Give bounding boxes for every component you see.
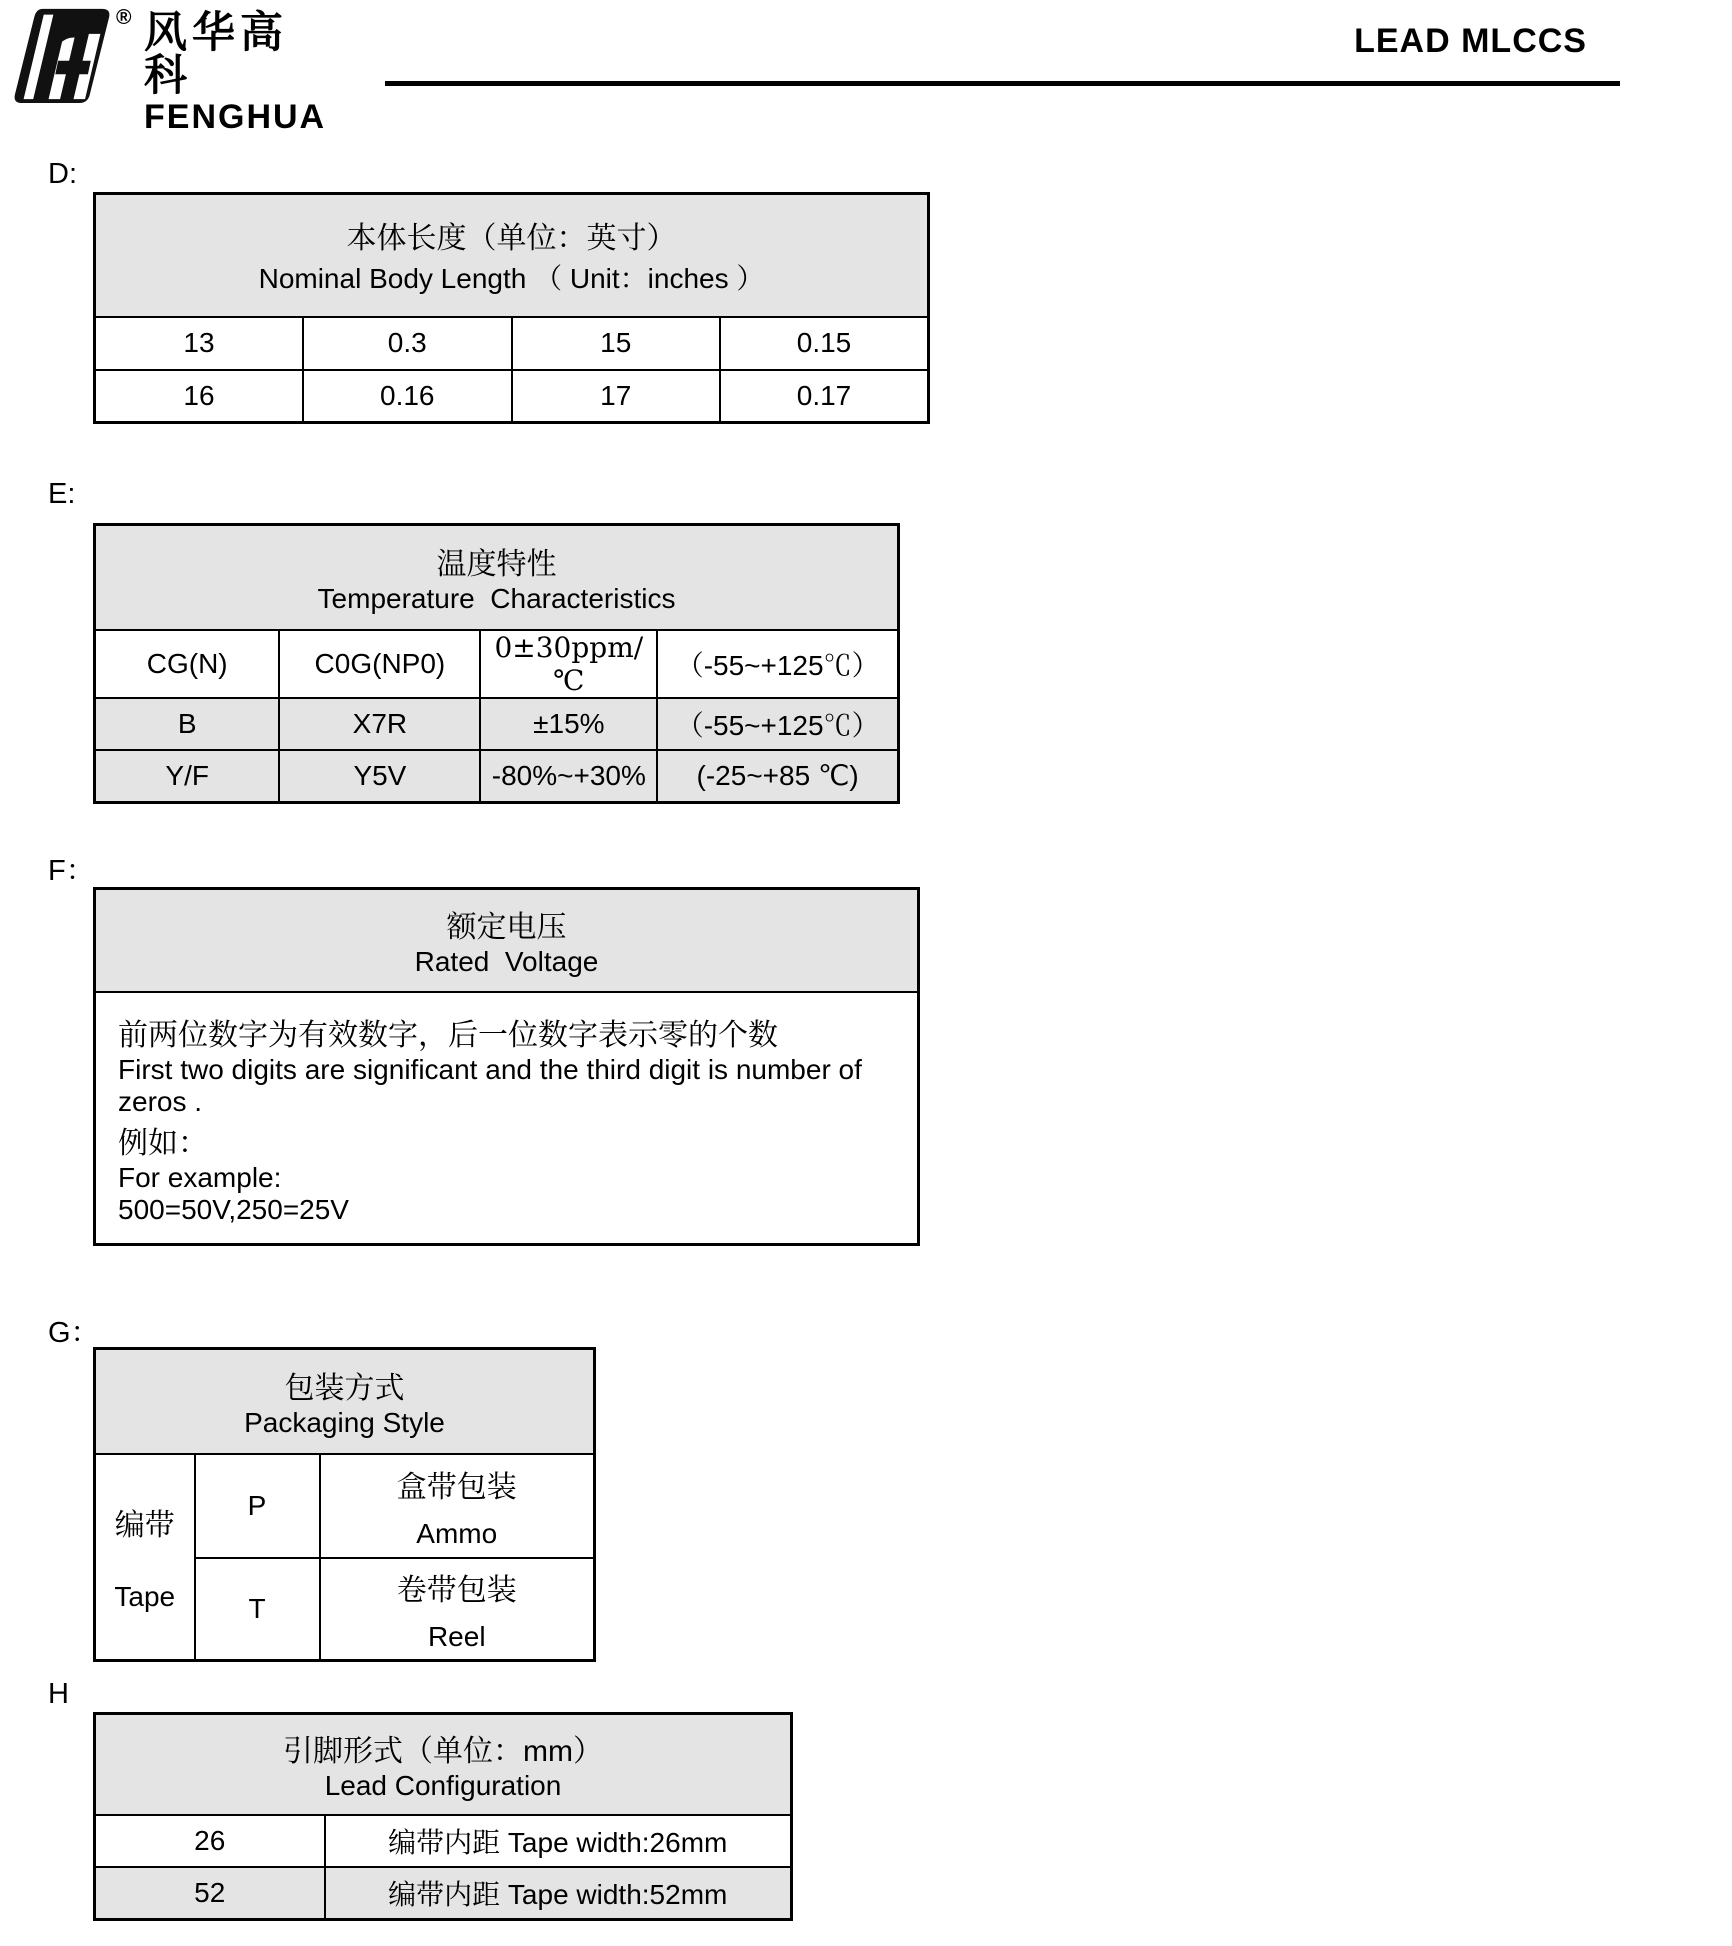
brand-text	[144, 9, 327, 136]
table-cell: (-25~+85 ℃)	[657, 750, 898, 803]
table-d-header	[95, 194, 929, 317]
page-title: LEAD MLCCS	[1354, 22, 1587, 60]
rated-voltage-note-cn: 前两位数字为有效数字，后一位数字表示零的个数	[118, 1018, 778, 1052]
table-row	[95, 1867, 792, 1920]
table-cell: 13	[95, 317, 304, 370]
table-cell: C0G(NP0)	[279, 630, 480, 698]
table-cell: 0.15	[720, 317, 929, 370]
fenghua-logo-icon	[14, 6, 110, 104]
table-cell: ±15%	[480, 698, 657, 750]
lead-desc-cell: 编带内距 Tape width:26mm	[325, 1815, 792, 1867]
table-f-title-en: Rated Voltage	[414, 946, 599, 978]
table-row	[95, 698, 899, 750]
rated-voltage-note-en: First two digits are significant and the third digit is number of zeros .	[118, 1053, 870, 1117]
table-cell: 0.16	[303, 370, 512, 423]
table-d-title-en: Nominal Body Length （ Unit：inches ）	[258, 263, 765, 295]
rated-voltage-example-label-en: For example:	[118, 1161, 282, 1193]
packaging-desc-en: Reel	[427, 1620, 486, 1652]
packaging-code-cell: T	[195, 1558, 320, 1661]
table-cell: X7R	[279, 698, 480, 750]
packaging-desc-cell	[320, 1558, 595, 1661]
table-g-title-cn: 包装方式	[284, 1372, 405, 1406]
packaging-desc-en: Ammo	[416, 1517, 498, 1549]
table-row	[95, 630, 899, 698]
table-row	[95, 370, 929, 423]
table-cell: （-55~+125℃）	[657, 698, 898, 750]
table-row	[95, 1454, 595, 1558]
section-label-h: H	[48, 1678, 69, 1710]
lead-code-cell: 26	[95, 1815, 325, 1867]
packaging-group-cell	[95, 1454, 195, 1661]
packaging-desc-cn: 卷带包装	[396, 1573, 517, 1607]
section-label-d: D:	[48, 158, 77, 190]
table-cell: Y5V	[279, 750, 480, 803]
table-cell: -80%~+30%	[480, 750, 657, 803]
table-cell: Y/F	[95, 750, 280, 803]
table-f-body	[95, 992, 919, 1245]
packaging-desc-cell	[320, 1454, 595, 1558]
table-cell: CG(N)	[95, 630, 280, 698]
table-cell: （-55~+125℃）	[657, 630, 898, 698]
rated-voltage-example-label-cn: 例如：	[118, 1126, 208, 1160]
table-f-title-cn: 额定电压	[446, 911, 567, 945]
packaging-code-cell: P	[195, 1454, 320, 1558]
table-g-header	[95, 1349, 595, 1454]
table-e-title-en: Temperature Characteristics	[317, 583, 676, 615]
rated-voltage-example-values: 500=50V,250=25V	[118, 1193, 349, 1225]
table-h-title-en: Lead Configuration	[324, 1770, 562, 1802]
table-body-length	[93, 192, 930, 424]
table-h-title-cn: 引脚形式（单位：mm）	[283, 1735, 603, 1769]
table-row	[95, 1815, 792, 1867]
table-packaging-style	[93, 1347, 596, 1662]
table-rated-voltage	[93, 887, 920, 1246]
table-row	[95, 750, 899, 803]
header-divider	[385, 81, 1620, 86]
table-temperature-characteristics	[93, 523, 900, 804]
table-g-title-en: Packaging Style	[244, 1407, 445, 1439]
table-lead-configuration	[93, 1712, 793, 1921]
table-cell: 0.3	[303, 317, 512, 370]
lead-desc-cell: 编带内距 Tape width:52mm	[325, 1867, 792, 1920]
table-d-title-cn: 本体长度（单位：英寸）	[346, 222, 677, 256]
packaging-desc-cn: 盒带包装	[396, 1470, 517, 1504]
table-cell: 0±30ppm/℃	[480, 630, 657, 698]
brand-name-en: FENGHUA	[144, 98, 327, 136]
registered-trademark-icon: ®	[116, 6, 132, 29]
table-row	[95, 317, 929, 370]
table-e-title-cn: 温度特性	[436, 548, 557, 582]
table-cell: 16	[95, 370, 304, 423]
section-label-f: F：	[48, 855, 95, 887]
table-cell: B	[95, 698, 280, 750]
table-cell: 17	[512, 370, 721, 423]
packaging-group-en: Tape	[114, 1581, 176, 1612]
lead-code-cell: 52	[95, 1867, 325, 1920]
brand-name-cn: 风华高科	[144, 9, 288, 100]
packaging-group-cn: 编带	[114, 1509, 175, 1542]
table-f-header	[95, 889, 919, 992]
section-label-g: G：	[48, 1317, 100, 1349]
section-label-e: E:	[48, 478, 76, 510]
table-cell: 15	[512, 317, 721, 370]
table-e-header	[95, 525, 899, 630]
table-cell: 0.17	[720, 370, 929, 423]
table-h-header	[95, 1714, 792, 1815]
